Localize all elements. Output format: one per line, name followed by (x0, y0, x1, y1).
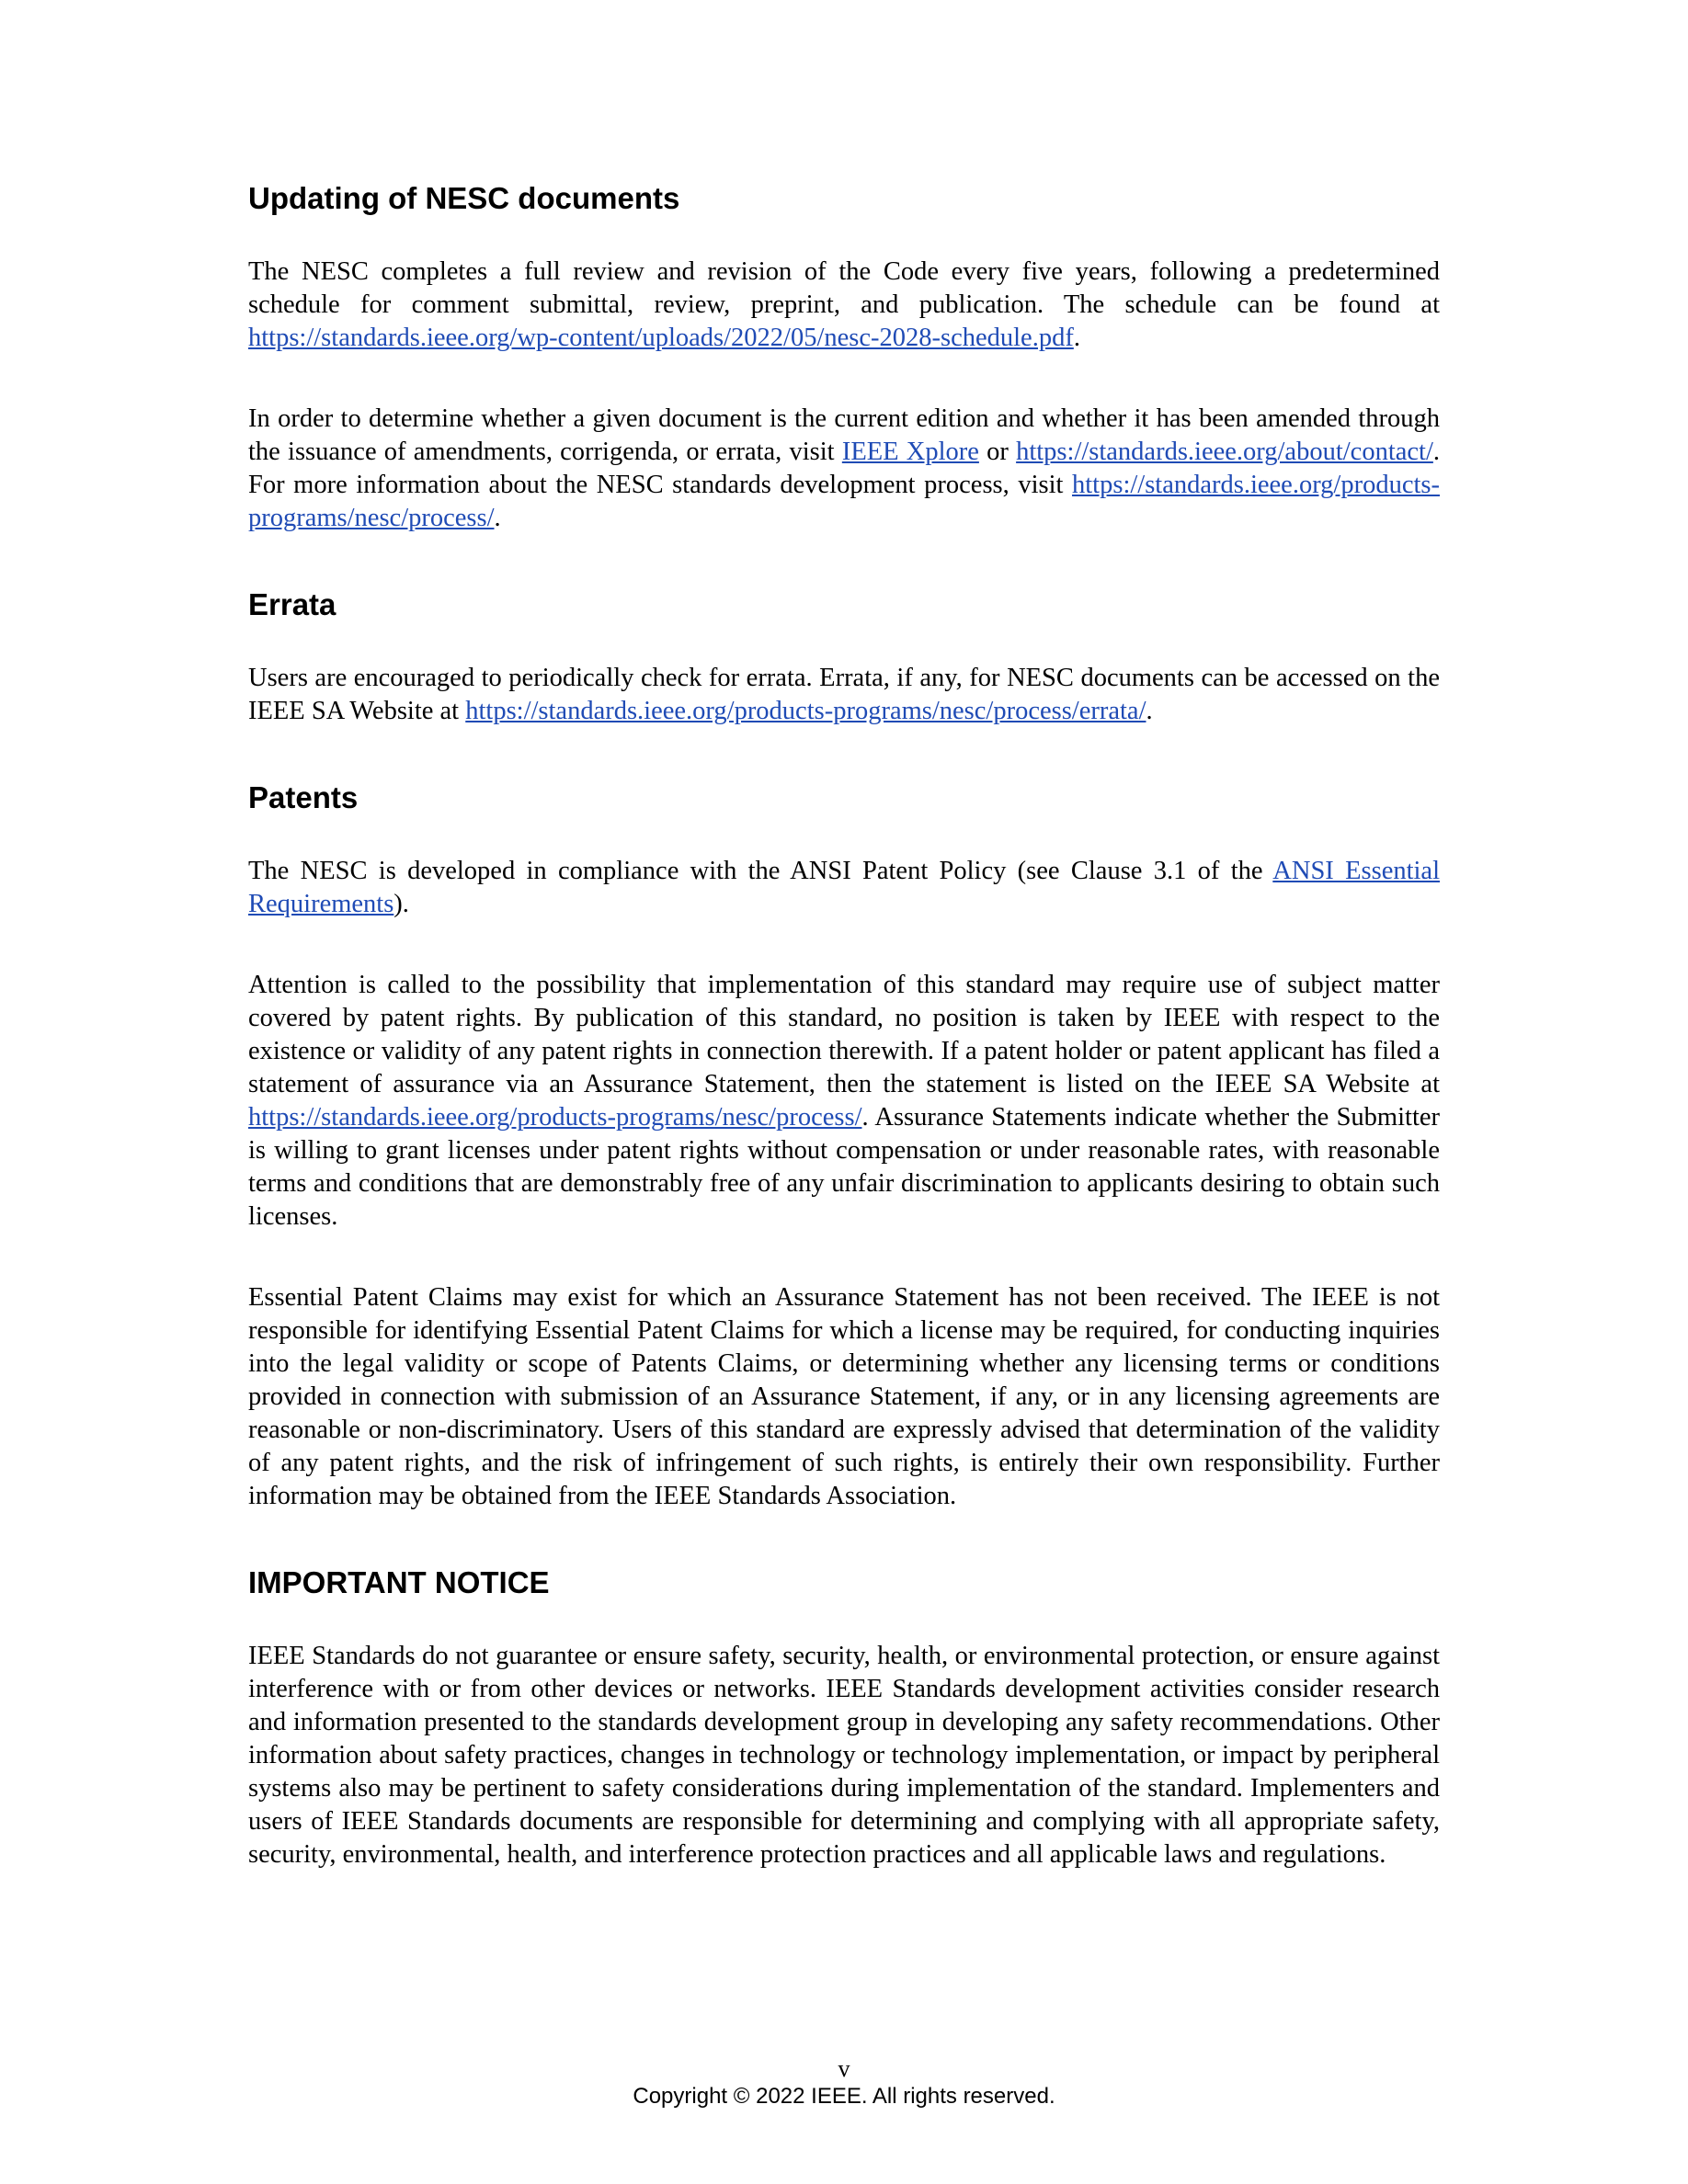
heading-important-notice: IMPORTANT NOTICE (248, 1565, 550, 1599)
text-run: . (494, 504, 501, 532)
document-page (248, 180, 1440, 1871)
text-run: Users are encouraged to periodically check for errata. Errata, if any, for NESC documents can be accessed on the IEEE SA Website at (248, 664, 1440, 725)
page-number: v (838, 2055, 850, 2082)
link-nesc-process[interactable]: https://standards.ieee.org/products-programs/nesc/process/ (248, 471, 1440, 532)
paragraph-patent-attention (248, 969, 1440, 1234)
text-run: The NESC completes a full review and revision of the Code every five years, following a predetermined schedule for comment submittal, review, preprint, and publication. The schedule can be found at (248, 257, 1440, 319)
link-ieee-xplore[interactable]: IEEE Xplore (841, 438, 979, 466)
heading-patents: Patents (248, 780, 359, 814)
link-ansi-requirements[interactable]: ANSI Essential Requirements (248, 857, 1441, 918)
link-errata[interactable]: https://standards.ieee.org/products-programs/nesc/process/errata/ (465, 697, 1146, 725)
text-run: . For more information about the NESC standards development process, visit (248, 438, 1440, 499)
paragraph-updating-schedule (248, 256, 1440, 355)
link-contact[interactable]: https://standards.ieee.org/about/contact/ (1016, 438, 1433, 466)
text-run: . (1073, 324, 1080, 352)
paragraph-errata (248, 662, 1440, 728)
text-run: . Assurance Statements indicate whether the Submitter is willing to grant licenses under patent rights without compensation or under reasonable rates, with reasonable terms and conditions that are demonstrably free of any unfair discrimination to applicants desiring to obtain such licenses. (248, 1103, 1440, 1231)
text-run: . (1146, 697, 1153, 725)
paragraph-current-edition (248, 403, 1440, 535)
heading-updating: Updating of NESC documents (248, 181, 680, 215)
text-run: or (978, 438, 1017, 466)
heading-errata: Errata (248, 587, 336, 621)
paragraph-ansi-policy (248, 855, 1440, 921)
text-run: ). (393, 890, 409, 918)
link-nesc-process-patents[interactable]: https://standards.ieee.org/products-programs/nesc/process/ (248, 1103, 862, 1132)
text-run: Attention is called to the possibility that implementation of this standard may require use of subject matter covered by patent rights. By publication of this standard, no position is taken by IEEE with respect to the existence or validity of any patent rights in connection therewith. If a patent holder or patent applicant has filed a statement of assurance via an Assurance Statement, then the statement is listed on the IEEE SA Website at (248, 971, 1440, 1098)
paragraph-essential-claims: Essential Patent Claims may exist for which an Assurance Statement has not been received. The IEEE is not responsible for identifying Essential Patent Claims for which a license may be required, for conducting inquiries into the legal validity or scope of Patents Claims, or determining whether any licensing terms or conditions provided in connection with submission of an Assurance Statement, if any, or in any licensing agreements are reasonable or non-discriminatory. Users of this standard are expressly advised that determination of the validity of any patent rights, and the risk of infringement of such rights, is entirely their own responsibility. Further information may be obtained from the IEEE Standards Association. (248, 1283, 1440, 1510)
link-nesc-schedule[interactable]: https://standards.ieee.org/wp-content/uploads/2022/05/nesc-2028-schedule.pdf (248, 324, 1074, 352)
copyright-notice: Copyright © 2022 IEEE. All rights reserved. (633, 2084, 1055, 2109)
text-run: The NESC is developed in compliance with the ANSI Patent Policy (see Clause 3.1 of the (248, 857, 1273, 885)
paragraph-important-notice: IEEE Standards do not guarantee or ensure safety, security, health, or environmental protection, or ensure against interference with or from other devices or networks. IEEE Standards development activities consider research and information presented to the standards development group in developing any safety recommendations. Other information about safety practices, changes in technology or technology implementation, or impact by peripheral systems also may be pertinent to safety considerations during implementation of the standard. Implementers and users of IEEE Standards documents are responsible for determining and complying with all appropriate safety, security, environmental, health, and interference protection practices and all applicable laws and regulations. (248, 1642, 1440, 1869)
text-run: In order to determine whether a given document is the current edition and whether it has been amended through the issuance of amendments, corrigenda, or errata, visit (248, 404, 1440, 466)
